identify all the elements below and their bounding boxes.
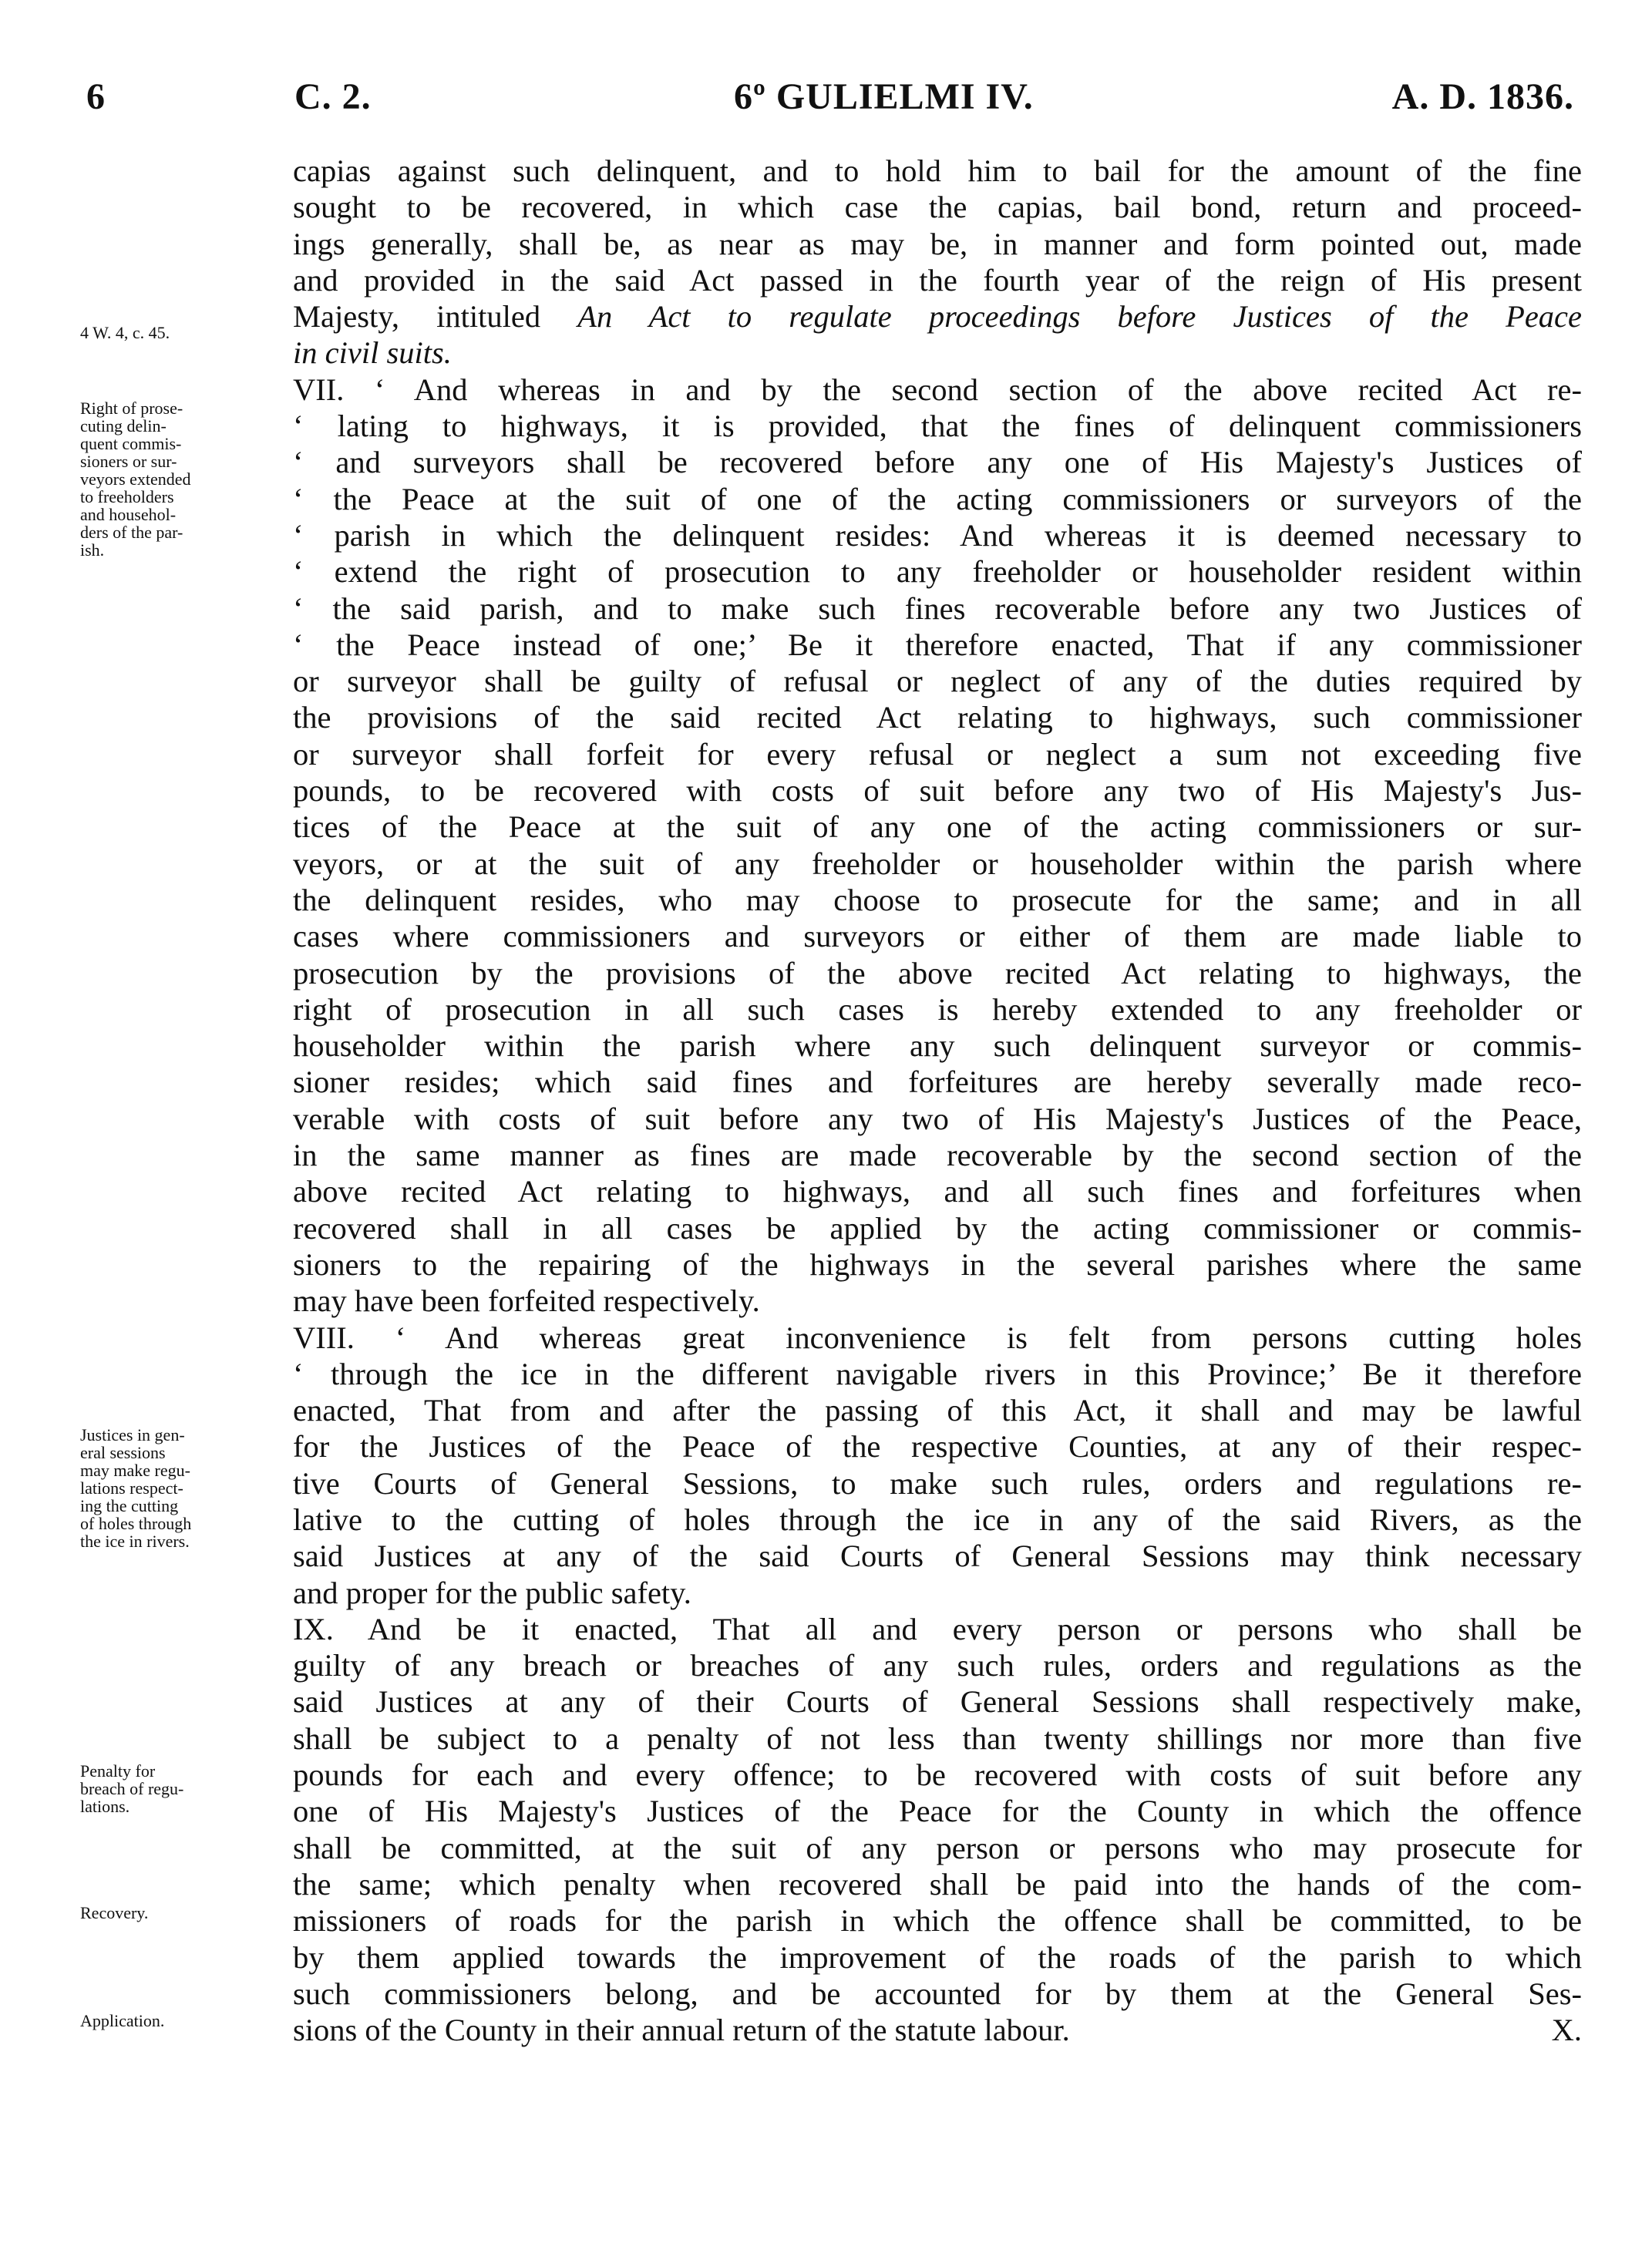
body-line: householder within the parish where any such delinquent surveyor or commis- — [293, 1028, 1582, 1064]
body-line: ‘ the Peace at the suit of one of the acting commissioners or surveyors of the — [293, 481, 1582, 516]
margin-note-line: Justices in gen- — [80, 1425, 185, 1444]
section-viii-lines — [293, 1356, 1582, 1611]
margin-note-line: cuting delin- — [80, 416, 167, 436]
body-line: ‘ and surveyors shall be recovered before any one of His Majesty's Justices of — [293, 445, 1582, 480]
section-ix-last-text: sions of the County in their annual return of the statute labour. — [293, 2013, 1070, 2048]
body-line: for the Justices of the Peace of the respective Counties, at any of their respec- — [293, 1429, 1582, 1465]
body-line: ings generally, shall be, as near as may be, in manner and form pointed out, made — [293, 226, 1582, 261]
next-section-marker: X. — [1551, 2013, 1582, 2048]
margin-note-section-viii — [80, 1426, 277, 1550]
margin-note-line: ders of the par- — [80, 523, 183, 542]
body-line: may have been forfeited respectively. — [293, 1283, 760, 1319]
margin-citation-text: 4 W. 4, c. 45. — [80, 323, 170, 342]
body-line: lative to the cutting of holes through the ice in any of the said Rivers, as the — [293, 1502, 1582, 1537]
body-line: pounds for each and every offence; to be recovered with costs of suit before any — [293, 1757, 1582, 1793]
body-line: veyors, or at the suit of any freeholder or householder within the parish where — [293, 846, 1582, 881]
margin-note-section-vii — [80, 399, 277, 559]
body-line: ‘ parish in which the delinquent resides: And whereas it is deemed necessary to — [293, 517, 1582, 553]
body-line: the same; which penalty when recovered shall be paid into the hands of the com- — [293, 1866, 1582, 1902]
margin-note-line: Penalty for — [80, 1761, 156, 1781]
section-vii-first-line — [293, 372, 1582, 408]
act-title-end: in civil suits. — [293, 335, 452, 371]
statute-body — [293, 153, 1582, 2048]
margin-recovery-text: Recovery. — [80, 1903, 149, 1922]
margin-note-line: Right of prose- — [80, 399, 183, 418]
body-line: tices of the Peace at the suit of any one of the acting commissioners or sur- — [293, 809, 1582, 845]
body-line: or surveyor shall be guilty of refusal or neglect of any of the duties required by — [293, 664, 1582, 699]
body-line: and proper for the public safety. — [293, 1575, 691, 1610]
body-line: ‘ lating to highways, it is provided, that the fines of delinquent commissioners — [293, 409, 1582, 444]
body-line: one of His Majesty's Justices of the Peace for the County in which the offence — [293, 1794, 1582, 1829]
body-line: sought to be recovered, in which case the capias, bail bond, return and proceed- — [293, 190, 1582, 225]
section-ix — [293, 1611, 1582, 2049]
body-line: recovered shall in all cases be applied by the acting commissioner or commis- — [293, 1210, 1582, 1246]
body-line: or surveyor shall forfeit for every refusal or neglect a sum not exceeding five — [293, 736, 1582, 772]
margin-note-line: quent commis- — [80, 434, 182, 453]
body-line: such commissioners belong, and be accounted for by them at the General Ses- — [293, 1976, 1582, 2011]
body-line: prosecution by the provisions of the above recited Act relating to highways, the — [293, 955, 1582, 990]
body-line: sioners to the repairing of the highways in the several parishes where the same — [293, 1246, 1582, 1282]
section-ix-lines — [293, 1647, 1582, 2012]
body-line: said Justices at any of the said Courts of General Sessions may think necessary — [293, 1539, 1582, 1574]
running-header — [86, 76, 1574, 122]
margin-note-section-ix — [80, 1762, 277, 1815]
body-line: the provisions of the said recited Act relating to highways, such commissioner — [293, 700, 1582, 735]
margin-note-line: ing the cutting — [80, 1496, 179, 1515]
section-ix-number: IX. — [293, 1611, 334, 1646]
margin-note-application — [80, 2012, 277, 2030]
body-line: tive Courts of General Sessions, to make such rules, orders and regulations re- — [293, 1465, 1582, 1501]
body-line: by them applied towards the improvement of the roads of the parish to which — [293, 1939, 1582, 1975]
body-line: and provided in the said Act passed in the fourth year of the reign of His present — [293, 262, 1582, 298]
margin-application-text: Application. — [80, 2011, 165, 2030]
margin-note-line: may make regu- — [80, 1461, 190, 1480]
margin-note-line: lations respect- — [80, 1478, 183, 1498]
body-line: verable with costs of suit before any two of His Majesty's Justices of the Peace, — [293, 1101, 1582, 1136]
margin-note-line: breach of regu- — [80, 1779, 184, 1798]
body-line: the delinquent resides, who may choose to prosecute for the same; and in all — [293, 882, 1582, 917]
section-viii-first-line — [293, 1320, 1582, 1356]
section-vii-number: VII. — [293, 372, 345, 407]
margin-note-line: of holes through — [80, 1514, 192, 1533]
section-vii-lines — [293, 408, 1582, 1319]
intro-lines — [293, 153, 1582, 298]
section-viii-number: VIII. — [293, 1320, 355, 1355]
intro-line5-text: Majesty, intituled — [293, 299, 578, 335]
body-line: capias against such delinquent, and to hold him to bail for the amount of the fine — [293, 153, 1582, 188]
page-number: 6 — [86, 76, 106, 117]
body-line: enacted, That from and after the passing of this Act, it shall and may be lawful — [293, 1393, 1582, 1428]
regnal-title: 6º GULIELMI IV. — [734, 76, 1034, 117]
section-ix-first-text: And be it enacted, That all and every person or persons who shall be — [333, 1611, 1582, 1646]
section-vii-first-text: ‘ And whereas in and by the second section of the above recited Act re- — [344, 372, 1582, 407]
body-line: ‘ through the ice in the different navigable rivers in this Province;’ Be it therefore — [293, 1356, 1582, 1391]
body-line: ‘ the said parish, and to make such fines recoverable before any two Justices of — [293, 590, 1582, 626]
section-viii-first-text: ‘ And whereas great inconvenience is felt from persons cutting holes — [354, 1320, 1582, 1355]
body-line: ‘ the Peace instead of one;’ Be it therefore enacted, That if any commissioner — [293, 627, 1582, 662]
body-line: in the same manner as fines are made recoverable by the second section of the — [293, 1138, 1582, 1173]
section-vii — [293, 372, 1582, 1320]
act-title: An Act to regulate proceedings before Justices of the Peace — [577, 299, 1582, 335]
body-line: pounds, to be recovered with costs of suit before any two of His Majesty's Jus- — [293, 773, 1582, 809]
body-line: ‘ extend the right of prosecution to any freeholder or householder resident within — [293, 554, 1582, 590]
section-ix-first-line — [293, 1611, 1582, 1647]
margin-note-line: sioners or sur- — [80, 452, 177, 471]
intro-paragraph — [293, 153, 1582, 372]
body-line: above recited Act relating to highways, and all such fines and forfeitures when — [293, 1174, 1582, 1209]
section-ix-last-line — [293, 2012, 1582, 2048]
section-viii — [293, 1320, 1582, 1611]
body-line: said Justices at any of their Courts of General Sessions shall respectively make, — [293, 1684, 1582, 1720]
body-line: shall be subject to a penalty of not less than twenty shillings nor more than five — [293, 1720, 1582, 1756]
intro-line-5 — [293, 298, 1582, 335]
body-line: shall be committed, at the suit of any person or persons who may prosecute for — [293, 1830, 1582, 1865]
body-line: missioners of roads for the parish in which the offence shall be committed, to be — [293, 1903, 1582, 1939]
margin-note-recovery — [80, 1904, 277, 1922]
margin-note-line: to freeholders — [80, 487, 174, 506]
chapter-number: C. 2. — [294, 76, 372, 117]
margin-note-line: lations. — [80, 1797, 130, 1816]
margin-citation — [80, 324, 277, 341]
margin-note-line: the ice in rivers. — [80, 1532, 190, 1551]
margin-note-line: ish. — [80, 540, 105, 560]
body-line: cases where commissioners and surveyors or either of them are made liable to — [293, 919, 1582, 954]
margin-note-line: and househol- — [80, 505, 177, 524]
body-line: sioner resides; which said fines and forfeitures are hereby severally made reco- — [293, 1064, 1582, 1100]
body-line: guilty of any breach or breaches of any such rules, orders and regulations as the — [293, 1648, 1582, 1683]
margin-note-line: eral sessions — [80, 1443, 166, 1462]
margin-note-line: veyors extended — [80, 469, 191, 489]
body-line: right of prosecution in all such cases is hereby extended to any freeholder or — [293, 991, 1582, 1027]
year: A. D. 1836. — [1391, 76, 1574, 117]
